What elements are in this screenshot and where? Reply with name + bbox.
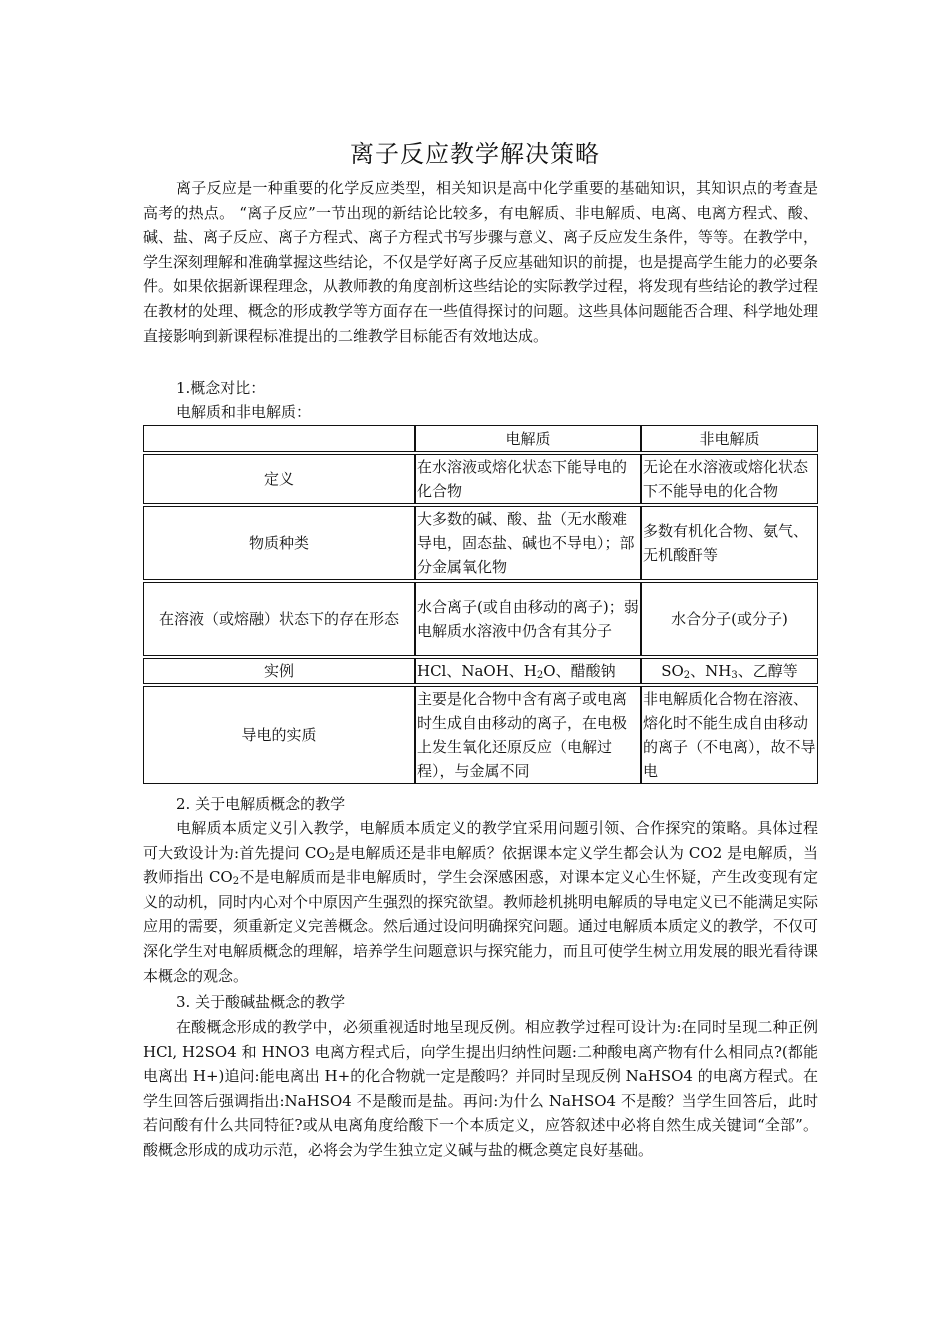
table-row (143, 582, 818, 656)
non-electrolyte-cell: 无论在水溶液或熔化状态下不能导电的化合物 (641, 454, 818, 504)
row-label: 定义 (143, 454, 415, 504)
non-electrolyte-cell: $SO_2$、$NH_3$、乙醇等 (641, 658, 818, 684)
electrolyte-cell: 大多数的碱、酸、盐（无水酸难导电，固态盐、碱也不导电）；部分金属氧化物 (415, 506, 641, 580)
non-electrolyte-cell: 水合分子(或分子) (641, 582, 818, 656)
electrolyte-cell: 主要是化合物中含有离子或电离时生成自由移动的离子，在电极上发生氧化还原反应（电解过程），与金属不同 (415, 686, 641, 784)
table-row (143, 658, 818, 684)
section3-paragraph: 在酸概念形成的教学中，必须重视适时地呈现反例。相应教学过程可设计为:在同时呈现二种正例 HCl, H2SO4 和 HNO3 电离方程式后，向学生提出归纳性问题:二种酸电离产物有什么相同点?(都能电离出 H+)追问:能电离出 H+的化合物就一定是酸吗？并同时呈现反例 NaHSO4 的电离方程式。在学生回答后强调指出:NaHSO4 不是酸而是盐。再问:为什么 NaHSO4 不是酸？当学生回答后，此时若问酸有什么共同特征?或从电离角度给酸下一个本质定义，应答叙述中必将自然生成关键词“全部”。酸概念形成的成功示范，必将会为学生独立定义碱与盐的概念奠定良好基础。 (143, 1018, 818, 1159)
section2-paragraph: 电解质本质定义引入教学，电解质本质定义的教学宜采用问题引领、合作探究的策略。具体过程可大致设计为:首先提问 $CO_2$是电解质还是非电解质？依据课本定义学生都会认为 CO2 是电解质，当教师指出 $CO_2$不是电解质而是非电解质时，学生会深感困惑，对课本定义心生怀疑，产生改变现有定义的动机，同时内心对个中原因产生强烈的探究欲望。教师趁机挑明电解质的导电定义已不能满足实际应用的需要，须重新定义完善概念。然后通过设问明确探究问题。通过电解质本质定义的教学，不仅可深化学生对电解质概念的理解，培养学生问题意识与探究能力，而且可使学生树立用发展的眼光看待课本概念的观念。 (143, 819, 819, 985)
header-empty-cell (143, 425, 415, 452)
table-row (143, 506, 818, 580)
header-electrolyte: 电解质 (415, 425, 641, 452)
table-row (143, 686, 818, 784)
page-title: 离子反应教学解决策略 (350, 140, 600, 168)
row-label: 物质种类 (143, 506, 415, 580)
table-header-row (143, 425, 818, 452)
intro-paragraph: 离子反应是一种重要的化学反应类型，相关知识是高中化学重要的基础知识，其知识点的考查是高考的热点。 “离子反应”一节出现的新结论比较多，有电解质、非电解质、电离、电离方程式、酸、碱、盐、离子反应、离子方程式、离子方程式书写步骤与意义、离子反应发生条件，等等。在教学中，学生深刻理解和准确掌握这些结论，不仅是学好离子反应基础知识的前提，也是提高学生能力的必要条件。如果依据新课程理念，从教师教的角度剖析这些结论的实际教学过程，将发现有些结论的教学过程在教材的处理、概念的形成教学等方面存在一些值得探讨的问题。这些具体问题能否合理、科学地处理直接影响到新课程标准提出的二维教学目标能否有效地达成。 (143, 179, 819, 345)
table-row (143, 454, 818, 504)
row-label: 实例 (143, 658, 415, 684)
header-non-electrolyte: 非电解质 (641, 425, 818, 452)
section1-subheading: 电解质和非电解质： (176, 403, 312, 421)
electrolyte-cell: 水合离子(或自由移动的离子)；弱电解质水溶液中仍含有其分子 (415, 582, 641, 656)
electrolyte-cell: HCl、NaOH、$H_2O$、醋酸钠 (415, 658, 641, 684)
section3-heading: 3. 关于酸碱盐概念的教学 (176, 993, 346, 1011)
row-label: 导电的实质 (143, 686, 415, 784)
section1-heading: 1.概念对比： (176, 379, 266, 397)
non-electrolyte-cell: 多数有机化合物、氨气、无机酸酐等 (641, 506, 818, 580)
non-electrolyte-cell: 非电解质化合物在溶液、熔化时不能生成自由移动的离子（不电离），故不导电 (641, 686, 818, 784)
row-label: 在溶液（或熔融）状态下的存在形态 (143, 582, 415, 656)
section2-heading: 2. 关于电解质概念的教学 (176, 795, 346, 813)
electrolyte-comparison-table (143, 425, 818, 784)
electrolyte-cell: 在水溶液或熔化状态下能导电的化合物 (415, 454, 641, 504)
